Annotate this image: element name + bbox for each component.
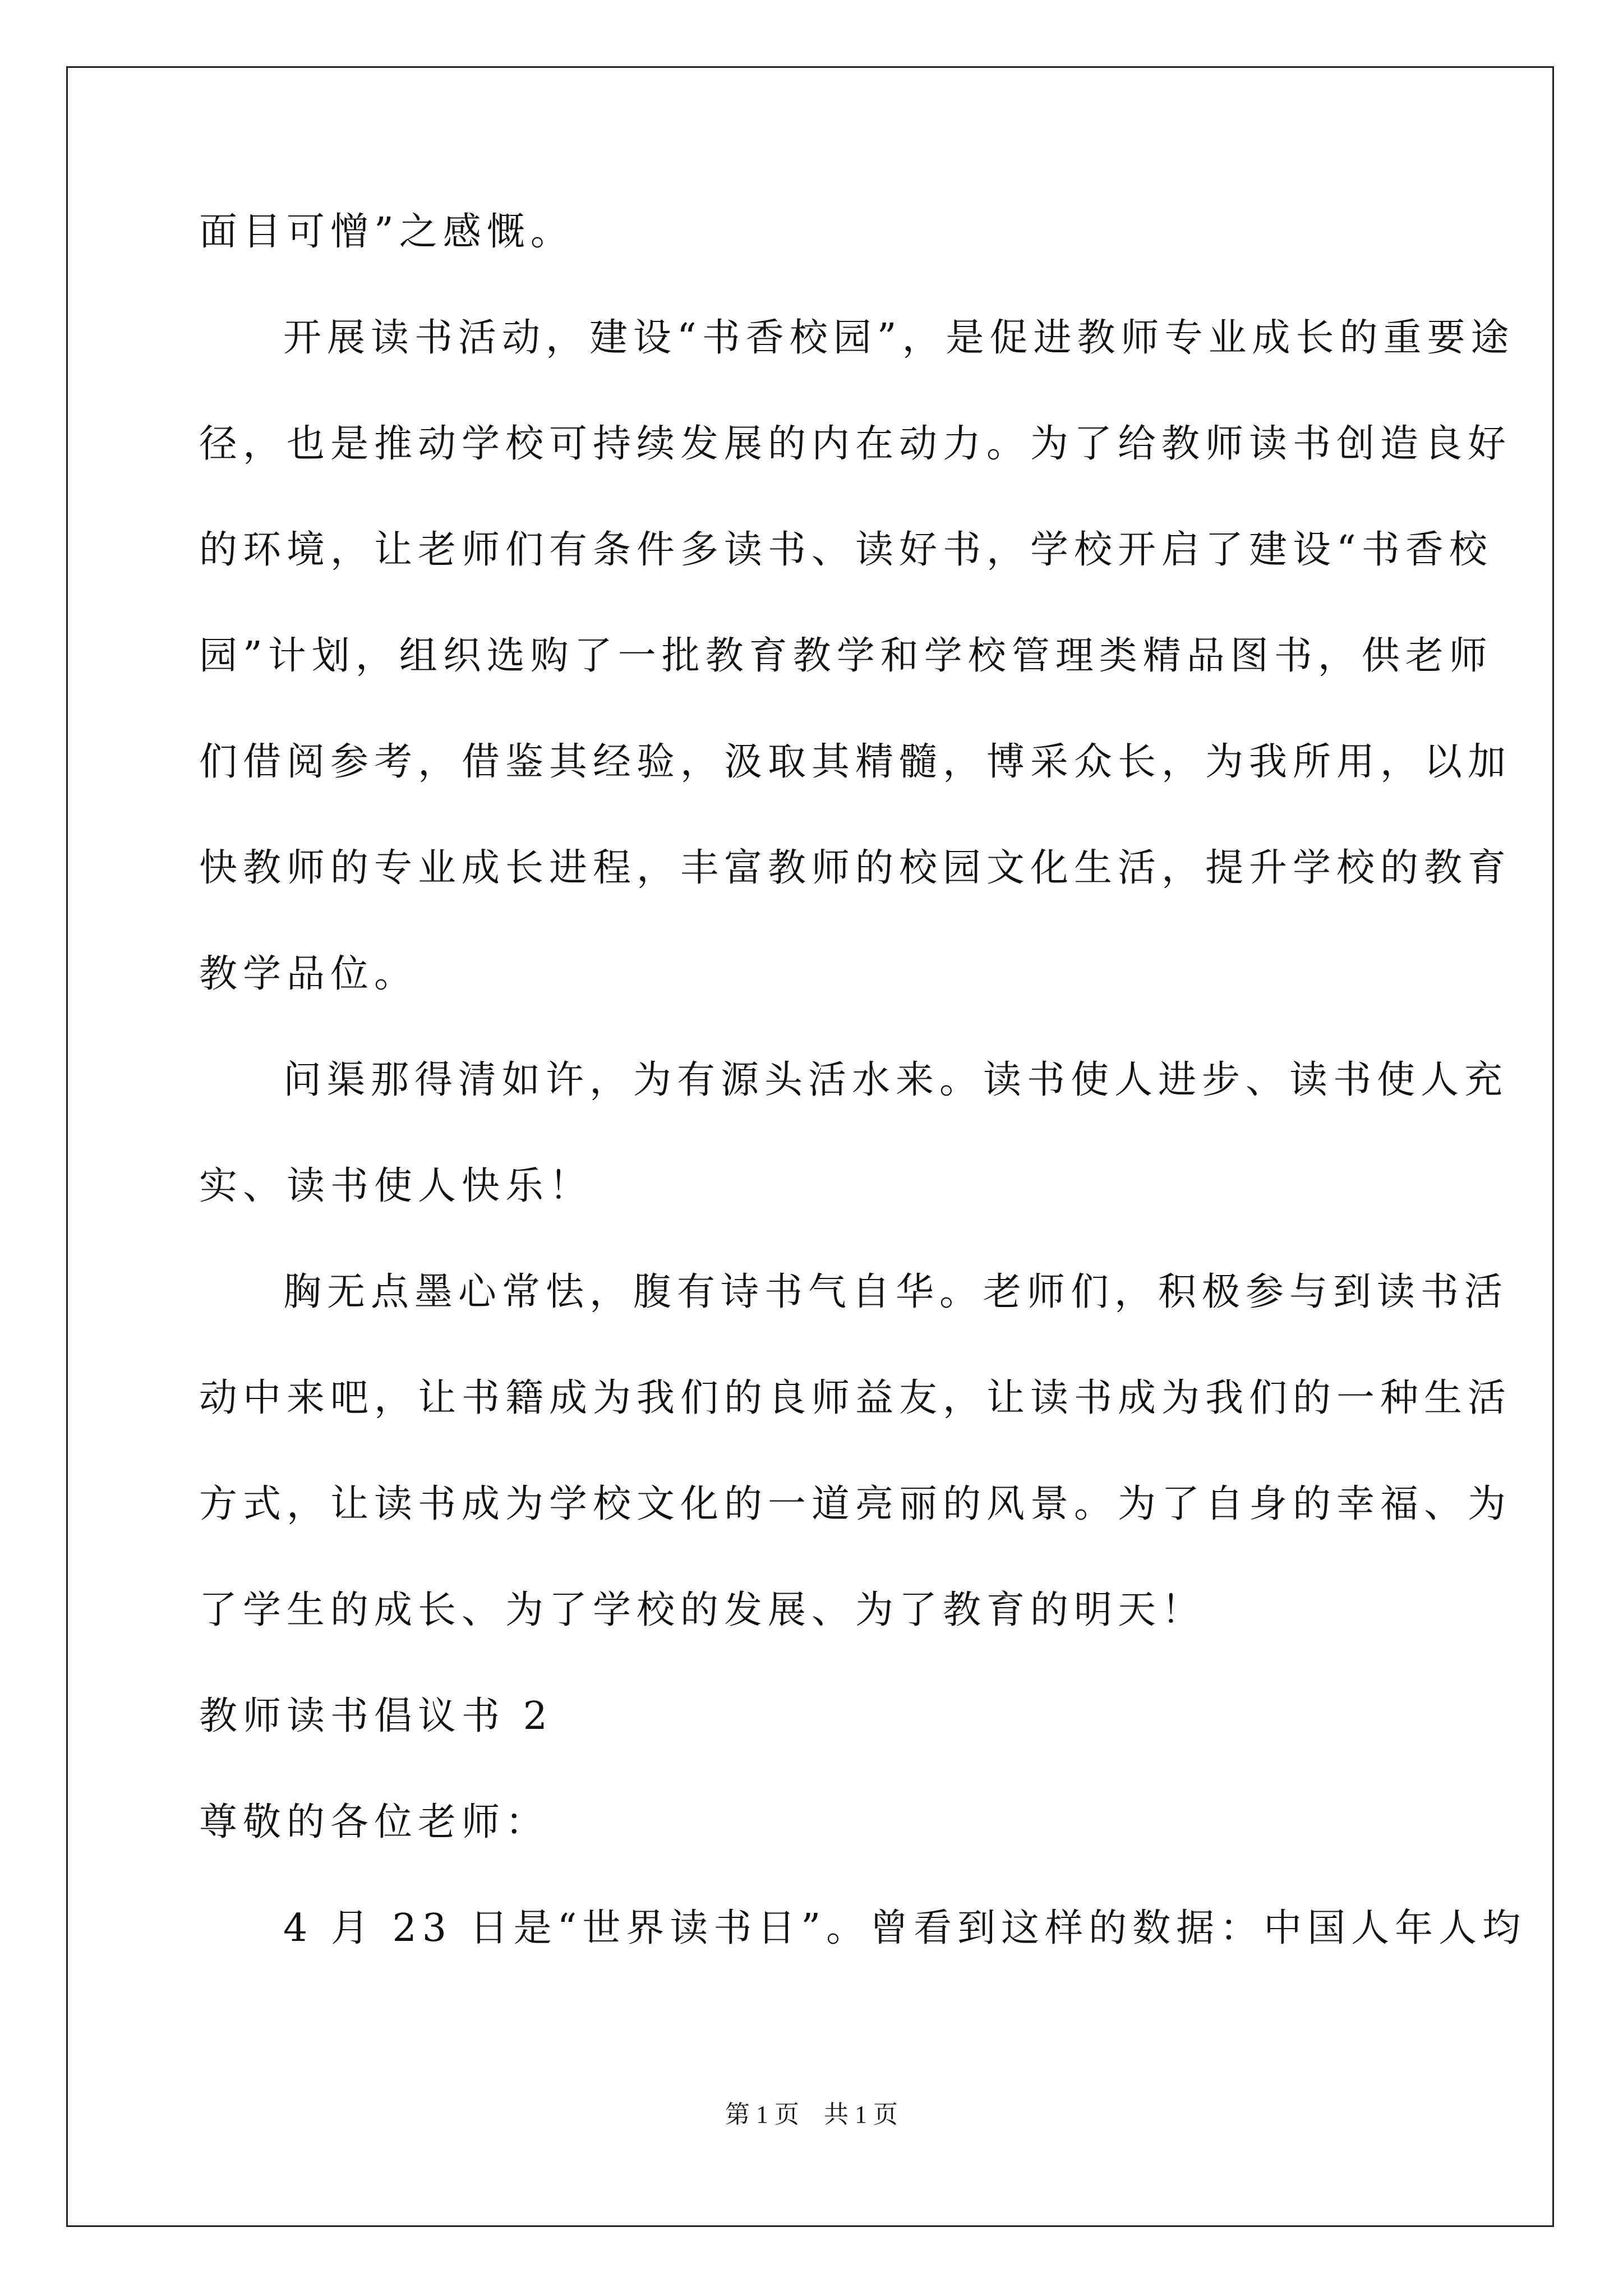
text-line-17: 4 月 23 日是“世界读书日”。曾看到这样的数据：中国人年人均 [283, 1906, 1527, 1950]
page-number-footer: 第 1 页 共 1 页 [725, 2101, 898, 2128]
text-line-7: 快教师的专业成长进程，丰富教师的校园文化生活，提升学校的教育 [199, 846, 1512, 890]
document-body [199, 210, 1527, 2016]
text-line-8: 教学品位。 [199, 952, 418, 996]
text-line-9: 问渠那得清如许，为有源头活水来。读书使人进步、读书使人充 [283, 1058, 1509, 1102]
text-line-11: 胸无点墨心常怯，腹有诗书气自华。老师们，积极参与到读书活 [283, 1270, 1509, 1314]
text-line-5: 园”计划，组织选购了一批教育教学和学校管理类精品图书，供老师 [199, 634, 1493, 678]
text-line-2: 开展读书活动，建设“书香校园”，是促进教师专业成长的重要途 [283, 316, 1515, 360]
section-heading: 教师读书倡议书 2 [199, 1694, 553, 1738]
text-line-10: 实、读书使人快乐！ [199, 1164, 593, 1208]
text-line-6: 们借阅参考，借鉴其经验，汲取其精髓，博采众长，为我所用，以加 [199, 740, 1512, 784]
text-line-14: 了学生的成长、为了学校的发展、为了教育的明天！ [199, 1588, 1206, 1632]
text-line-13: 方式，让读书成为学校文化的一道亮丽的风景。为了自身的幸福、为 [199, 1482, 1512, 1526]
text-line-12: 动中来吧，让书籍成为我们的良师益友，让读书成为我们的一种生活 [199, 1376, 1512, 1420]
text-line-1: 面目可憎”之感慨。 [199, 210, 574, 254]
text-line-3: 径，也是推动学校可持续发展的内在动力。为了给教师读书创造良好 [199, 422, 1512, 466]
text-line-4: 的环境，让老师们有条件多读书、读好书，学校开启了建设“书香校 [199, 528, 1493, 572]
salutation: 尊敬的各位老师： [199, 1800, 550, 1844]
